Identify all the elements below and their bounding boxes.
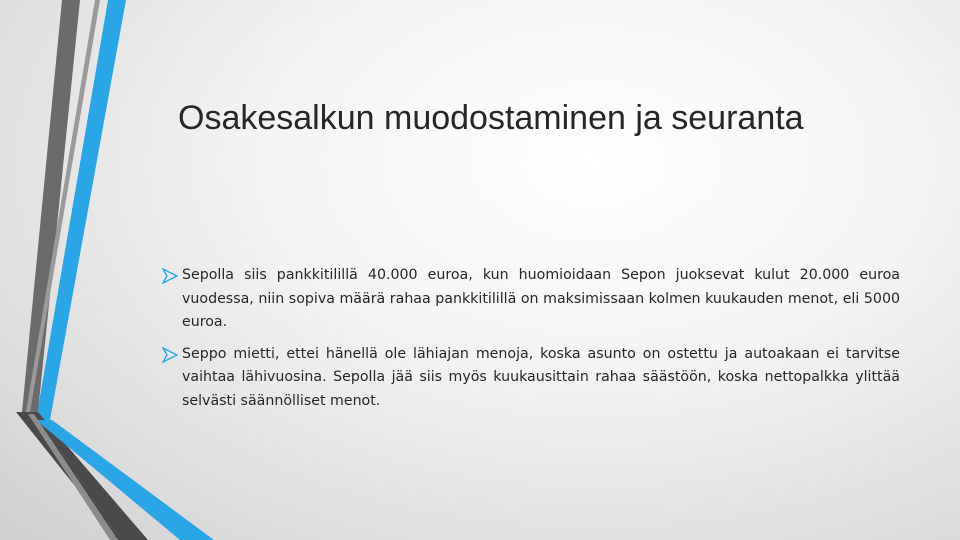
gray-stripe-lower: [16, 412, 148, 540]
bullet-text: Seppo mietti, ettei hänellä ole lähiajan menoja, koska asunto on ostettu ja autoakaan ei tarvitse vaihtaa lähivuosina. Sepolla jää siis myös kuukausittain rahaa säästöön, koska nettopalkka ylittää selvästi säännölliset menot.: [182, 345, 900, 409]
arrow-bullet-icon: [162, 347, 178, 363]
slide-body: [162, 264, 900, 421]
slide-title: Osakesalkun muodostaminen ja seuranta: [178, 99, 804, 137]
bullet-item: [162, 264, 900, 335]
bullet-text: Sepolla siis pankkitilillä 40.000 euroa, kun huomioidaan Sepon juoksevat kulut 20.000 euroa vuodessa, niin sopiva määrä rahaa pankkitilillä on maksimissaan kolmen kuukauden menot, eli 5000 euroa.: [182, 267, 900, 330]
arrow-bullet-icon: [162, 268, 178, 284]
bullet-item: [162, 343, 900, 414]
